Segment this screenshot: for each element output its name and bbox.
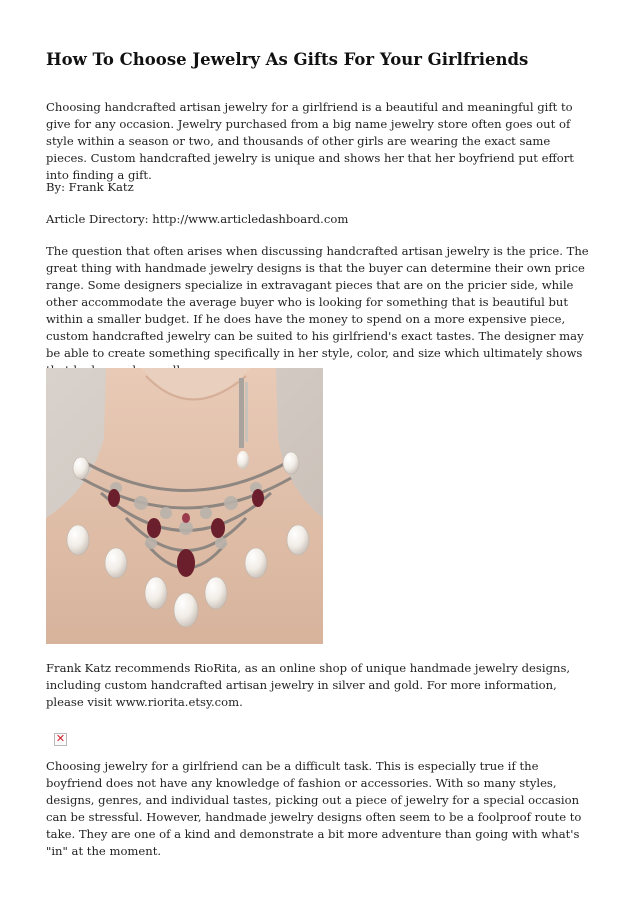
broken-image-icon: ✕ [55,732,66,745]
article-directory: Article Directory: http://www.articledashboard.com [46,212,349,226]
byline: By: Frank Katz [46,180,134,194]
necklace-photo [46,368,323,644]
intro-paragraph: Choosing handcrafted artisan jewelry for a girlfriend is a beautiful and meaningful gift to give for any occasion. Jewelry purchased from a big name jewelry store often goes out of style within a season or two, and thousands of other girls are wearing the exact same pieces. Custom handcrafted jewelry is unique and shows her that her boyfriend put effort into finding a gift. [46,100,574,182]
recommendation-paragraph: Frank Katz recommends RioRita, as an online shop of unique handmade jewelry designs, including custom handcrafted artisan jewelry in silver and gold. For more information, please visit www.riorita.etsy.com. [46,661,571,709]
body-paragraph-1: The question that often arises when discussing handcrafted artisan jewelry is the price. The great thing with handmade jewelry designs is that the buyer can determine their own price range. Some designers specialize in extravagant pieces that are on the pricier side, while other accommodate the average buyer who is looking for something that is beautiful but within a smaller budget. If he does have the money to spend on a more expensive piece, custom handcrafted jewelry can be suited to his girlfriend's exact tastes. The designer may be able to create something specifically in her style, color, and size which ultimately shows [46,244,589,360]
body-paragraph-2: Choosing jewelry for a girlfriend can be a difficult task. This is especially true if the boyfriend does not have any knowledge of fashion or accessories. With so many styles, designs, genres, and individual tastes, picking out a piece of jewelry for a special occasion can be stressful. However, handmade jewelry designs often seem to be a foolproof route to take. They are one of a kind and demonstrate a bit more adventure than going with what's "in" at the moment. [46,759,582,858]
article-title: How To Choose Jewelry As Gifts For Your Girlfriends [46,50,529,69]
